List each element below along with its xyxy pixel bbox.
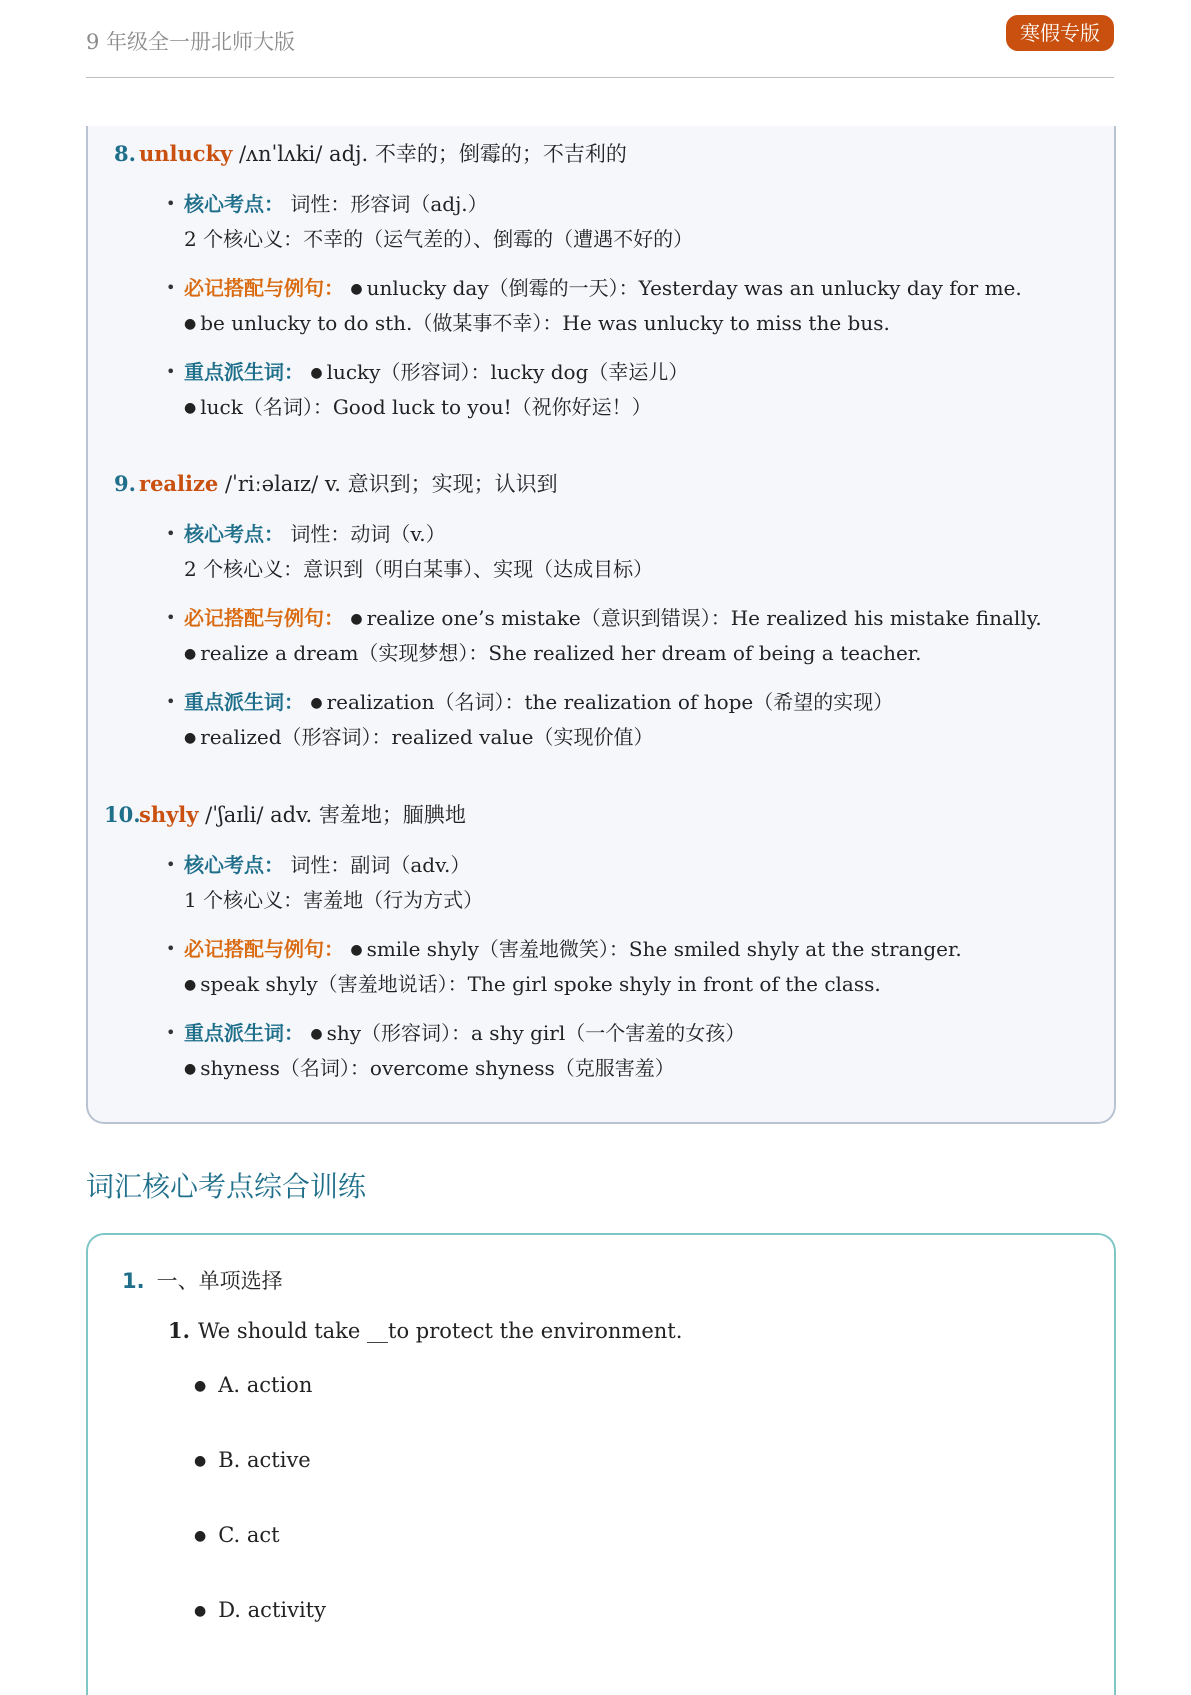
core-point-label: 核心考点： [184, 853, 284, 877]
option-a[interactable]: ● A. action [194, 1373, 313, 1397]
core-point-text: 词性：副词（adv.） [290, 853, 471, 877]
derivative-label: 重点派生词： [184, 1021, 304, 1045]
collocation-2: speak shyly（害羞地说话）：The girl spoke shyly in front of the class. [200, 972, 881, 996]
section-title: 词汇核心考点综合训练 [86, 1170, 367, 1203]
part-title: 一、单项选择 [156, 1269, 283, 1293]
core-point-section [88, 186, 1088, 258]
derivative-2: luck（名词）：Good luck to you!（祝你好运！） [200, 395, 652, 419]
edition-badge: 寒假专版 [1006, 15, 1114, 51]
book-title: 9 年级全一册北师大版 [86, 30, 296, 54]
collocation-section: • 必记搭配与例句： ● unlucky day（倒霉的一天）：Yesterday was an unlucky day for me. ● be unlucky to do sth.（做某事不幸）：He was unlucky to miss the bus. [88, 270, 1088, 342]
vocabulary-box [86, 126, 1116, 1124]
collocation-label: 必记搭配与例句： [184, 937, 344, 961]
collocation-label: 必记搭配与例句： [184, 276, 344, 300]
vocab-entry [88, 466, 1088, 749]
bullet: • [166, 524, 176, 543]
exercise-box [86, 1233, 1116, 1695]
entry-number: 9. [114, 471, 136, 496]
collocation-label: 必记搭配与例句： [184, 606, 344, 630]
phonetic: /ˈʃaɪli/ [205, 803, 264, 827]
question [168, 1318, 682, 1343]
core-meanings: 2 个核心义：意识到（明白某事）、实现（达成目标） [184, 557, 654, 581]
entry-number: 8. [114, 141, 136, 166]
entry-heading [88, 466, 1088, 502]
definition: adj. 不幸的；倒霉的；不吉利的 [329, 142, 627, 166]
phonetic: /ˈriːəlaɪz/ [224, 472, 319, 496]
collocation-1: realize one’s mistake（意识到错误）：He realized his mistake finally. [366, 606, 1042, 630]
collocation-1: smile shyly（害羞地微笑）：She smiled shyly at the stranger. [366, 937, 962, 961]
vocab-entry [88, 136, 1088, 419]
derivative-2: realized（形容词）：realized value（实现价值） [200, 725, 654, 749]
option-d[interactable]: ● D. activity [194, 1598, 326, 1622]
entry-heading [88, 797, 1088, 833]
headword: unlucky [139, 141, 233, 166]
entry-heading [88, 136, 1088, 172]
core-point-label: 核心考点： [184, 522, 284, 546]
derivative-1: realization（名词）：the realization of hope（希望的实现） [326, 690, 894, 714]
option-b[interactable]: ● B. active [194, 1448, 311, 1472]
derivative-section: • 重点派生词： ● realization（名词）：the realization of hope（希望的实现） ● realized（形容词）：realized value（实现价值） [88, 684, 1088, 756]
core-point-section [88, 847, 1088, 919]
derivative-1: shy（形容词）：a shy girl（一个害羞的女孩） [326, 1021, 746, 1045]
collocation-2: be unlucky to do sth.（做某事不幸）：He was unlucky to miss the bus. [200, 311, 890, 335]
derivative-section: • 重点派生词： ● lucky（形容词）：lucky dog（幸运儿） ● luck（名词）：Good luck to you!（祝你好运！） [88, 354, 1088, 426]
bullet: • [166, 1023, 176, 1042]
derivative-label: 重点派生词： [184, 690, 304, 714]
collocation-1: unlucky day（倒霉的一天）：Yesterday was an unlucky day for me. [366, 276, 1022, 300]
definition: v. 意识到；实现；认识到 [324, 472, 558, 496]
bullet: • [166, 362, 176, 381]
core-meanings: 2 个核心义：不幸的（运气差的）、倒霉的（遭遇不好的） [184, 227, 694, 251]
headword: realize [139, 471, 219, 496]
core-point-section [88, 516, 1088, 588]
bullet: • [166, 692, 176, 711]
core-point-text: 词性：动词（v.） [290, 522, 446, 546]
question-text: We should take __to protect the environment. [197, 1319, 683, 1343]
headword: shyly [139, 802, 199, 827]
option-c[interactable]: ● C. act [194, 1523, 280, 1547]
vocab-entry [88, 797, 1088, 1080]
bullet: • [166, 939, 176, 958]
bullet: • [166, 855, 176, 874]
part-number: 1. [122, 1269, 145, 1293]
entry-number: 10. [104, 802, 141, 827]
core-meanings: 1 个核心义：害羞地（行为方式） [184, 888, 484, 912]
bullet: • [166, 608, 176, 627]
exercise-part-heading [122, 1265, 283, 1295]
bullet: • [166, 278, 176, 297]
collocation-section: • 必记搭配与例句： ● smile shyly（害羞地微笑）：She smiled shyly at the stranger. ● speak shyly（害羞地说话）：The girl spoke shyly in front of the class. [88, 931, 1088, 1003]
core-point-text: 词性：形容词（adj.） [290, 192, 488, 216]
derivative-section: • 重点派生词： ● shy（形容词）：a shy girl（一个害羞的女孩） ● shyness（名词）：overcome shyness（克服害羞） [88, 1015, 1088, 1087]
phonetic: /ʌnˈlʌki/ [239, 142, 323, 166]
core-point-label: 核心考点： [184, 192, 284, 216]
definition: adv. 害羞地；腼腆地 [270, 803, 466, 827]
derivative-1: lucky（形容词）：lucky dog（幸运儿） [326, 360, 689, 384]
derivative-2: shyness（名词）：overcome shyness（克服害羞） [200, 1056, 675, 1080]
collocation-section: • 必记搭配与例句： ● realize one’s mistake（意识到错误）：He realized his mistake finally. ● realize a dream（实现梦想）：She realized her dream of being a teacher. [88, 600, 1088, 672]
page-header [86, 0, 1114, 78]
derivative-label: 重点派生词： [184, 360, 304, 384]
bullet: • [166, 194, 176, 213]
question-number: 1. [168, 1318, 190, 1343]
collocation-2: realize a dream（实现梦想）：She realized her dream of being a teacher. [200, 641, 922, 665]
